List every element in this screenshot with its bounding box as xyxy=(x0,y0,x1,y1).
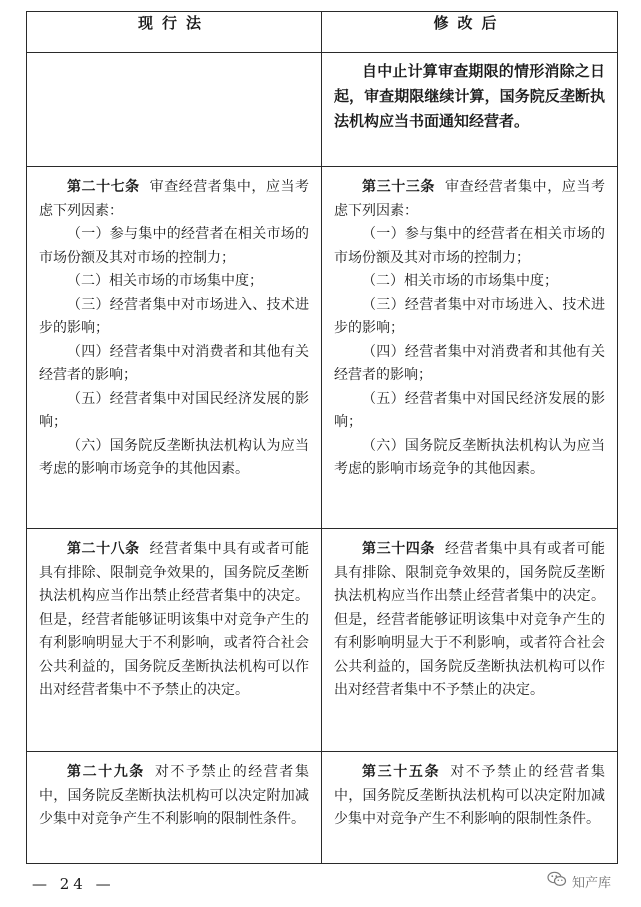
table-header-row xyxy=(27,12,618,53)
watermark-text: 知产库 xyxy=(571,875,611,891)
right-cell xyxy=(322,53,618,167)
header-current-law: 现行法 xyxy=(27,12,322,53)
right-cell xyxy=(322,167,618,529)
article-paragraph: （六）国务院反垄断执法机构认为应当考虑的影响市场竞争的其他因素。 xyxy=(334,437,605,477)
article-paragraph: 第三十四条 经营者集中具有或者可能具有排除、限制竞争效果的，国务院反垄断执法机构应当作出禁止经营者集中的决定。但是，经营者能够证明该集中对竞争产生的有利影响明显大于不利影响，或者符合社会公共利益的，国务院反垄断执法机构可以作出对经营者集中不予禁止的决定。 xyxy=(334,541,605,698)
page-number: — 24 — xyxy=(32,875,115,893)
left-cell xyxy=(27,167,322,529)
table-row xyxy=(27,529,618,752)
article-paragraph: （四）经营者集中对消费者和其他有关经营者的影响； xyxy=(334,343,605,383)
table-row xyxy=(27,167,618,529)
article-paragraph: （三）经营者集中对市场进入、技术进步的影响； xyxy=(39,296,309,336)
header-amended: 修改后 xyxy=(322,12,618,53)
watermark xyxy=(547,871,611,891)
article-paragraph: （二）相关市场的市场集中度； xyxy=(362,273,558,289)
left-cell xyxy=(27,529,322,752)
article-paragraph: 第二十八条 经营者集中具有或者可能具有排除、限制竞争效果的，国务院反垄断执法机构应当作出禁止经营者集中的决定。但是，经营者能够证明该集中对竞争产生的有利影响明显大于不利影响，或者符合社会公共利益的，国务院反垄断执法机构可以作出对经营者集中不予禁止的决定。 xyxy=(39,541,310,698)
left-cell-empty xyxy=(27,53,322,167)
law-comparison-table xyxy=(26,11,618,864)
article-number: 第三十五条 xyxy=(362,764,441,780)
article-paragraph: （一）参与集中的经营者在相关市场的市场份额及其对市场的控制力； xyxy=(39,226,309,266)
article-number: 第二十九条 xyxy=(67,764,145,780)
wechat-icon xyxy=(547,871,572,891)
table-row xyxy=(27,53,618,167)
article-number: 第三十四条 xyxy=(362,541,435,557)
table-row xyxy=(27,752,618,864)
left-cell xyxy=(27,752,322,864)
article-paragraph: （一）参与集中的经营者在相关市场的市场份额及其对市场的控制力； xyxy=(334,226,605,266)
article-paragraph: （五）经营者集中对国民经济发展的影响； xyxy=(39,390,309,430)
article-paragraph: 第二十七条 审查经营者集中，应当考虑下列因素： xyxy=(39,179,310,219)
comparison-page xyxy=(26,11,617,864)
article-paragraph: 第三十三条 审查经营者集中，应当考虑下列因素： xyxy=(334,179,605,219)
article-number: 第三十三条 xyxy=(362,179,435,195)
article-paragraph: （六）国务院反垄断执法机构认为应当考虑的影响市场竞争的其他因素。 xyxy=(39,437,309,477)
amended-added-paragraph: 自中止计算审查期限的情形消除之日起，审查期限继续计算，国务院反垄断执法机构应当书面通知经营者。 xyxy=(334,62,605,130)
article-paragraph: 第二十九条 对不予禁止的经营者集中，国务院反垄断执法机构可以决定附加减少集中对竞争产生不利影响的限制性条件。 xyxy=(39,764,310,827)
article-paragraph: （四）经营者集中对消费者和其他有关经营者的影响； xyxy=(39,343,309,383)
right-cell xyxy=(322,752,618,864)
article-paragraph: 第三十五条 对不予禁止的经营者集中，国务院反垄断执法机构可以决定附加减少集中对竞争产生不利影响的限制性条件。 xyxy=(334,764,606,827)
right-cell xyxy=(322,529,618,752)
article-paragraph: （三）经营者集中对市场进入、技术进步的影响； xyxy=(334,296,605,336)
article-paragraph: （五）经营者集中对国民经济发展的影响； xyxy=(334,390,605,430)
article-paragraph: （二）相关市场的市场集中度； xyxy=(67,273,263,289)
article-number: 第二十七条 xyxy=(67,179,140,195)
article-number: 第二十八条 xyxy=(67,541,140,557)
